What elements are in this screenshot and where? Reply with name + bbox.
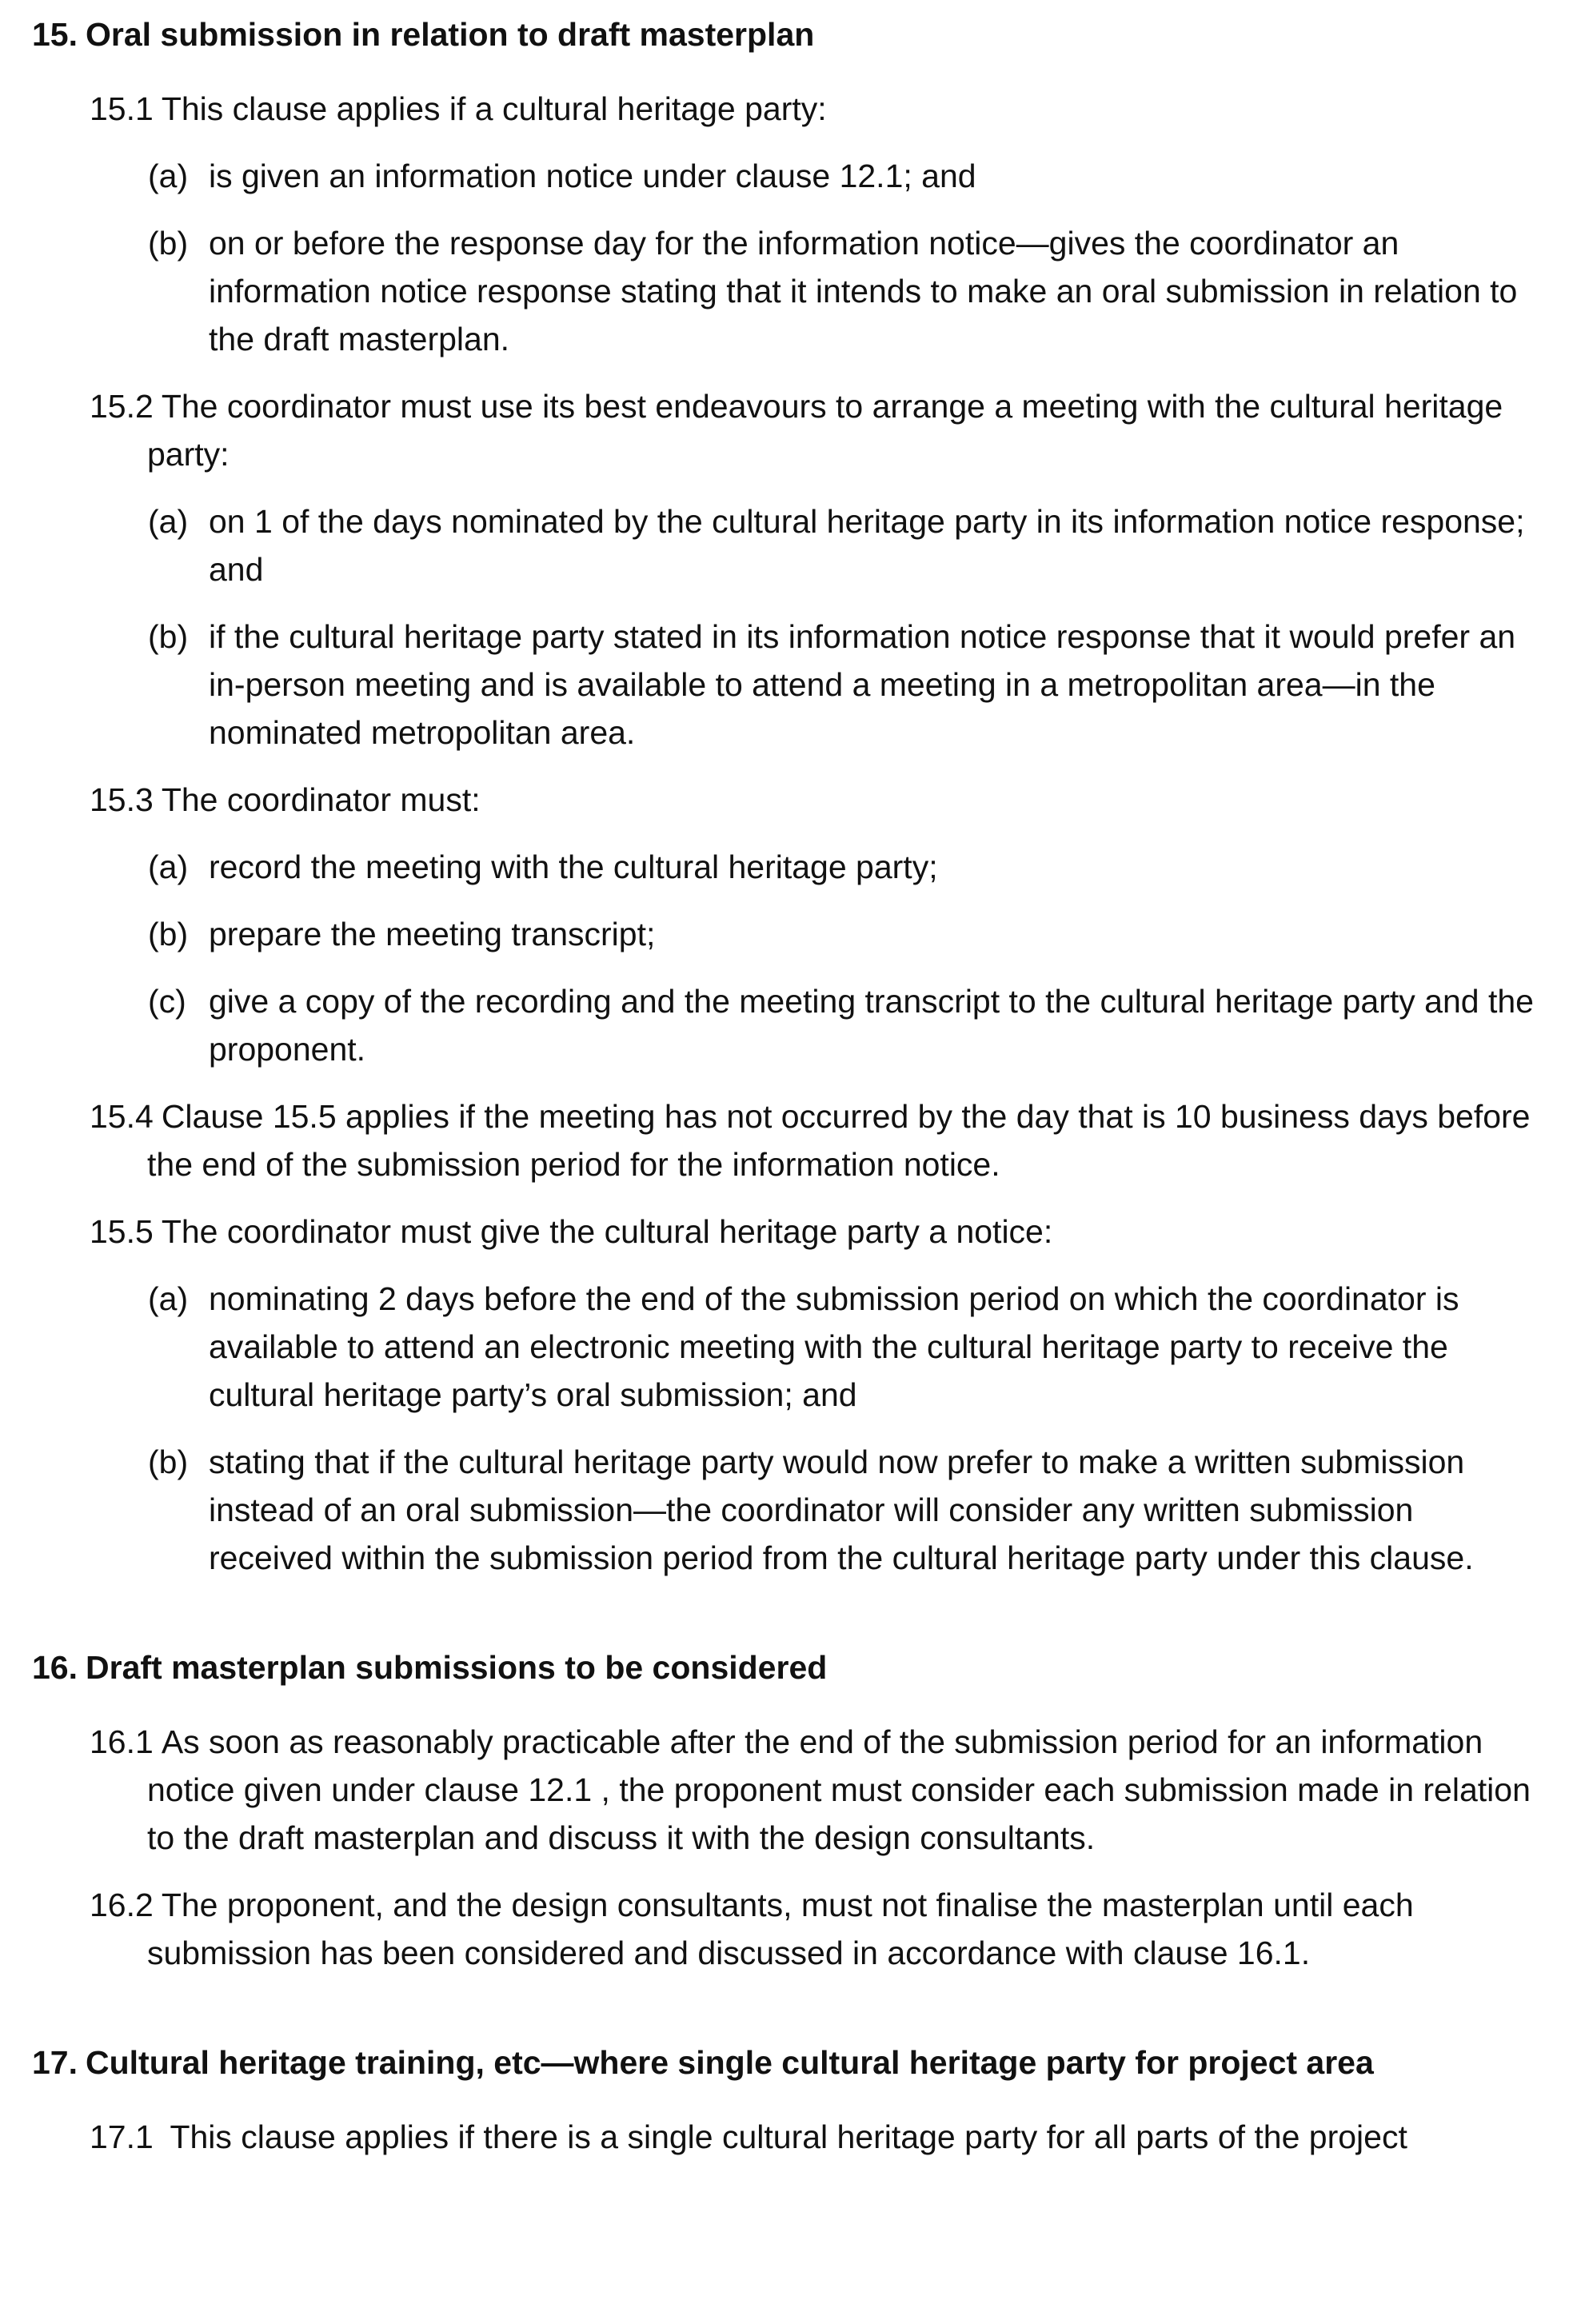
list-item [32, 219, 1537, 363]
item-text: if the cultural heritage party stated in its information notice response that it would prefer an in-person meeting and is available to attend a meeting in a metropolitan area—in the nominated metropolitan area. [209, 618, 1516, 751]
clause-17-1 [32, 2113, 1537, 2161]
section-number: 15. [32, 16, 78, 53]
item-text: stating that if the cultural heritage party would now prefer to make a written submission instead of an oral submission—the coordinator will consider any written submission received within the submission period from the cultural heritage party under this clause. [209, 1444, 1474, 1576]
list-item [32, 977, 1537, 1073]
section-gap [32, 1601, 1537, 1646]
clause-number: 15.3 [90, 781, 154, 818]
clause-text: Clause 15.5 applies if the meeting has not occurred by the day that is 10 business days before the end of the submission period for the information notice. [147, 1098, 1531, 1183]
item-text: on or before the response day for the information notice—gives the coordinator an information notice response stating that it intends to make an oral submission in relation to the draft masterplan. [209, 225, 1518, 357]
section-number: 17. [32, 2044, 78, 2081]
clause-text: The proponent, and the design consultants, must not finalise the masterplan until each submission has been considered and discussed in accordance with clause 16.1. [147, 1887, 1414, 1971]
item-text: give a copy of the recording and the meeting transcript to the cultural heritage party and the proponent. [209, 983, 1534, 1068]
item-text: nominating 2 days before the end of the submission period on which the coordinator is available to attend an electronic meeting with the cultural heritage party to receive the cultural heritage party’s oral submission; and [209, 1280, 1459, 1413]
clause-number: 15.4 [90, 1098, 154, 1135]
item-letter: (a) [148, 503, 189, 540]
section-16 [32, 1646, 1537, 1977]
clause-text: This clause applies if there is a single cultural heritage party for all parts of the project [161, 2118, 1407, 2155]
clause-number: 16.1 [90, 1723, 154, 1760]
item-letter: (b) [148, 618, 189, 655]
list-item [32, 1438, 1537, 1582]
clause-number: 15.2 [90, 388, 154, 425]
section-heading [32, 2041, 1537, 2084]
clause-15-5 [32, 1208, 1537, 1256]
section-15 [32, 13, 1537, 1582]
section-heading [32, 13, 1537, 56]
section-title: Draft masterplan submissions to be considered [86, 1649, 828, 1686]
section-17 [32, 2041, 1537, 2161]
clause-16-1 [32, 1718, 1537, 1862]
item-letter: (a) [148, 1280, 189, 1317]
clause-number: 16.2 [90, 1887, 154, 1923]
clause-15-4 [32, 1092, 1537, 1188]
clause-text: The coordinator must use its best endeavours to arrange a meeting with the cultural heritage party: [147, 388, 1503, 473]
section-title: Cultural heritage training, etc—where single cultural heritage party for project area [86, 2044, 1374, 2081]
section-title: Oral submission in relation to draft masterplan [86, 16, 815, 53]
list-item [32, 613, 1537, 757]
section-number: 16. [32, 1649, 78, 1686]
list-item [32, 910, 1537, 958]
clause-number: 15.1 [90, 90, 154, 127]
clause-text: This clause applies if a cultural heritage party: [161, 90, 827, 127]
item-letter: (a) [148, 158, 189, 194]
list-item [32, 843, 1537, 891]
clause-15-3 [32, 776, 1537, 824]
clause-number: 17.1 [90, 2118, 154, 2155]
clause-15-2 [32, 382, 1537, 478]
list-item [32, 152, 1537, 200]
clause-text: The coordinator must: [161, 781, 481, 818]
item-letter: (c) [148, 983, 186, 1020]
item-letter: (b) [148, 225, 189, 262]
clause-15-1 [32, 85, 1537, 133]
item-letter: (a) [148, 849, 189, 885]
list-item [32, 1275, 1537, 1419]
clause-text: As soon as reasonably practicable after the end of the submission period for an information notice given under clause 12.1 , the proponent must consider each submission made in relation to the draft masterplan and discuss it with the design consultants. [147, 1723, 1531, 1856]
clause-16-2 [32, 1881, 1537, 1977]
item-text: prepare the meeting transcript; [209, 916, 656, 952]
item-text: is given an information notice under clause 12.1; and [209, 158, 976, 194]
list-item [32, 497, 1537, 593]
section-heading [32, 1646, 1537, 1689]
item-letter: (b) [148, 916, 189, 952]
item-text: on 1 of the days nominated by the cultural heritage party in its information notice response; and [209, 503, 1525, 588]
clause-number: 15.5 [90, 1213, 154, 1250]
item-text: record the meeting with the cultural heritage party; [209, 849, 938, 885]
clause-text: The coordinator must give the cultural heritage party a notice: [161, 1213, 1053, 1250]
section-gap [32, 1996, 1537, 2041]
item-letter: (b) [148, 1444, 189, 1480]
